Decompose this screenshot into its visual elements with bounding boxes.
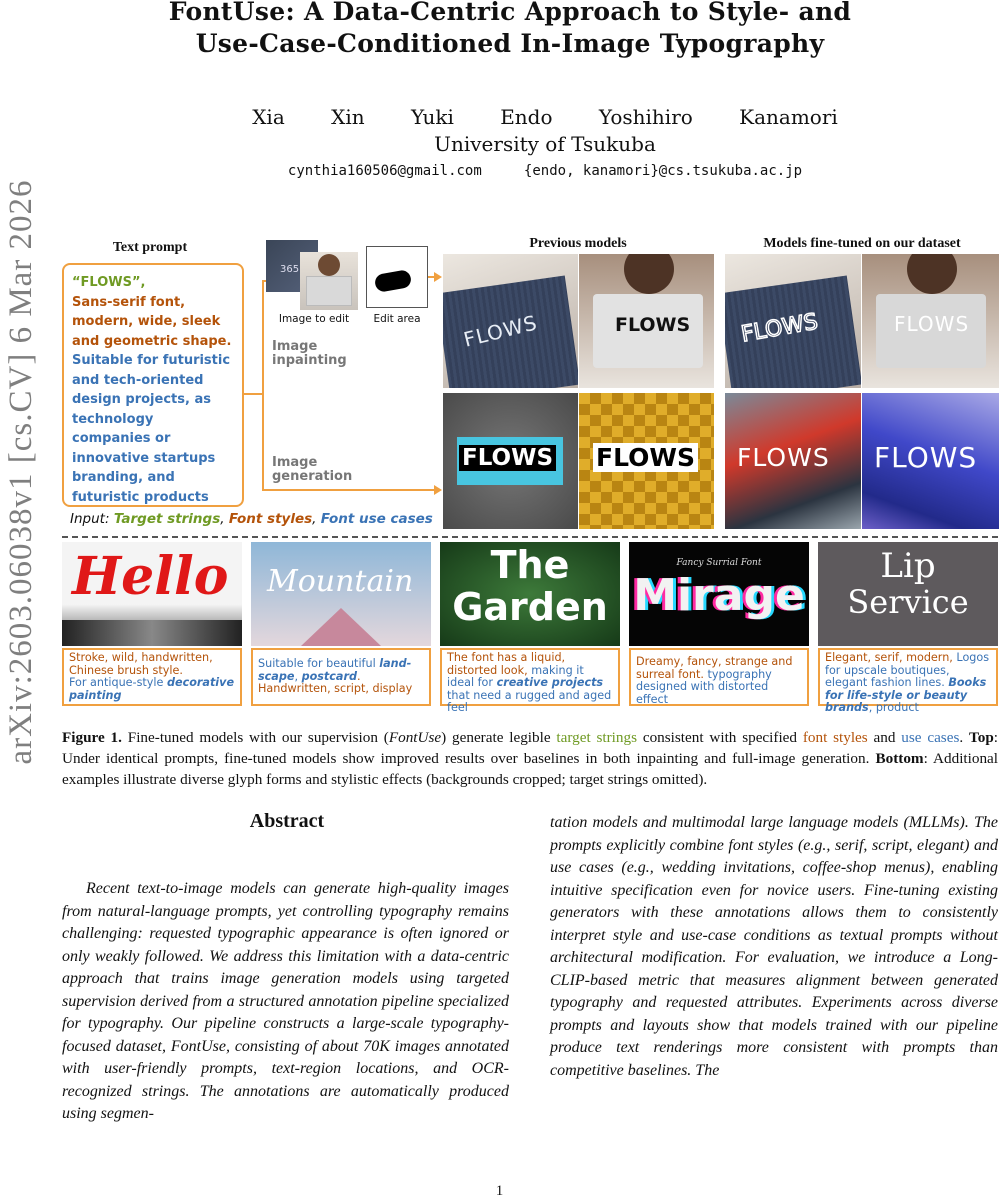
connector-line xyxy=(262,280,264,490)
arrowhead-icon xyxy=(434,485,442,495)
caption-use xyxy=(69,677,235,702)
arxiv-identifier: arXiv:2603.06038v1 [cs.CV] 6 Mar 2026 xyxy=(3,179,39,765)
caption-use-b: creative projects xyxy=(496,676,604,689)
example-word-lip-service xyxy=(818,544,998,624)
figure-separator xyxy=(62,536,998,538)
caption-target-strings: target strings xyxy=(556,729,638,746)
prompt-use-case: Suitable for futuristic and tech-oriented design projects, as technology companies or innovative startups branding, and futuristic products xyxy=(72,353,231,505)
arrowhead-icon xyxy=(434,272,442,282)
prompt-target-string: “FLOWS”, xyxy=(72,275,146,290)
caption-use-c: that need a rugged and aged feel xyxy=(447,688,612,714)
title-line-1: FontUse: A Data-Centric Approach to Style- and xyxy=(168,0,852,26)
caption-text: and xyxy=(867,729,902,746)
caption-use-a: Suitable for beautiful xyxy=(258,657,380,670)
caption-text: . xyxy=(959,729,969,746)
caption-use-b: decorative painting xyxy=(69,676,235,702)
person-head xyxy=(907,254,957,294)
caption-use-b: Books for life-style or beauty brands xyxy=(825,676,987,714)
caption-font-styles: font styles xyxy=(802,729,868,746)
caption-text: ) generate legible xyxy=(441,729,557,746)
abstract-column-2: tation models and multimodal large language models (MLLMs). The prompts explicitly combine font styles (e.g., serif, script, elegant) and use cases (e.g., wedding invitations, coffee-shop menus), enabling intuitive specification even for novice users. Fine-tuning existing generators with these annotations allows them to consistently interpret style and use-case conditions as textual prompts without architectural modification. For evaluation, we introduce a Long-CLIP-based metric that measures alignment between generated typography and requested attributes. Experiments across diverse prompts and layouts show that models trained with our pipeline produce text renderings more consistent with prompts than competitive baselines. The xyxy=(550,814,998,1079)
emails: cynthia160506@gmail.com {endo, kanamori}@cs.tsukuba.ac.jp xyxy=(287,163,803,179)
text-prompt-box xyxy=(62,263,244,507)
tile-word: FLOWS xyxy=(894,312,970,336)
garden-line-2: Garden xyxy=(452,585,608,629)
title-line-2: Use-Case-Conditioned In-Image Typography xyxy=(195,29,825,58)
paper-title xyxy=(120,0,900,60)
previous-inpainting-result-2 xyxy=(579,254,714,388)
example-image-lip-service xyxy=(818,542,998,646)
caption-use-c: , xyxy=(294,669,302,683)
authors: Xia Xin Yuki Endo Yoshihiro Kanamori xyxy=(252,105,838,129)
finetuned-generation-result-2 xyxy=(862,393,999,529)
affiliation: University of Tsukuba xyxy=(434,132,656,156)
caption-style: . Handwritten, script, display xyxy=(258,669,413,695)
caption-use-cases: use cases xyxy=(901,729,960,746)
connector-line xyxy=(244,393,262,395)
caption-text: Fine-tuned models with our supervision ( xyxy=(121,729,389,746)
caption-style: Stroke, wild, handwritten, Chinese brush style. xyxy=(69,651,213,677)
figure-label: Figure 1. xyxy=(62,729,122,746)
caption-use-b: land-scape xyxy=(258,657,412,683)
mirage-subtitle: Fancy Surrial Font xyxy=(676,558,762,568)
prompt-font-style: Sans-serif font, modern, wide, sleek and geometric shape. xyxy=(72,294,232,349)
legend-sep-2: , xyxy=(312,511,317,527)
mask-region xyxy=(374,269,413,293)
caption-text: : Under identical prompts, fine-tuned models show improved results over baselines in both inpainting and full-image generation. xyxy=(62,729,998,767)
lip-line: Lip xyxy=(880,546,936,586)
previous-generation-result-1 xyxy=(443,393,578,529)
edit-area-mask xyxy=(366,246,428,308)
caption-use: typography designed with distorted effect xyxy=(636,667,772,706)
tile-word: FLOWS xyxy=(874,441,978,474)
finetuned-inpainting-result-1 xyxy=(725,254,861,388)
garden-line-1: The xyxy=(490,543,570,587)
example-caption-mountain xyxy=(251,648,431,706)
figure-caption xyxy=(62,727,998,790)
previous-models-label: Previous models xyxy=(529,236,627,251)
legend-use: Font use cases xyxy=(320,511,433,527)
example-caption-garden xyxy=(440,648,620,714)
mountain-shape xyxy=(62,620,242,646)
example-caption-hello xyxy=(62,648,242,706)
caption-use-c: , product xyxy=(868,701,919,714)
image-inpainting-label: Image inpainting xyxy=(272,339,347,368)
example-image-garden xyxy=(440,542,620,646)
example-word-mountain: Mountain xyxy=(267,564,414,599)
tile-word: FLOWS xyxy=(459,445,556,471)
caption-style: The font has a liquid, distorted look, xyxy=(447,651,566,677)
caption-use-a: Logos for upscale boutiques, elegant fashion lines. xyxy=(825,651,990,689)
legend-target: Target strings xyxy=(113,511,221,527)
example-caption-mirage xyxy=(629,648,809,706)
finetuned-models-label: Models fine-tuned on our dataset xyxy=(763,236,961,251)
input-legend xyxy=(70,511,433,527)
caption-text: consistent with specified xyxy=(637,729,803,746)
caption-style: Elegant, serif, modern, xyxy=(825,651,957,664)
tile-word: FLOWS xyxy=(739,309,820,348)
example-image-hello xyxy=(62,542,242,646)
legend-style: Font styles xyxy=(228,511,313,527)
laptop-number: 365 xyxy=(280,264,300,275)
tile-word: FLOWS xyxy=(461,310,540,352)
caption-fontuse: FontUse xyxy=(388,729,442,746)
image-to-edit-thumb xyxy=(300,252,358,310)
example-word-garden xyxy=(440,544,620,628)
text-prompt-label: Text prompt xyxy=(112,240,188,255)
edit-area-label: Edit area xyxy=(373,313,421,325)
legend-sep-1: , xyxy=(220,511,225,527)
person-head xyxy=(318,254,340,276)
example-image-mirage xyxy=(629,542,809,646)
image-to-edit-label: Image to edit xyxy=(278,313,350,325)
finetuned-generation-result-1 xyxy=(725,393,861,529)
example-word-hello: Hello xyxy=(72,546,229,607)
generation-arrow-line xyxy=(262,489,438,491)
abstract-heading: Abstract xyxy=(249,810,325,832)
example-word-mirage: Mirage xyxy=(633,570,805,621)
caption-text: : Additional examples illustrate diverse glyph forms and stylistic effects (backgrounds cropped; target strings omitted). xyxy=(62,750,999,788)
service-line: Service xyxy=(847,583,969,621)
previous-inpainting-result-1 xyxy=(443,254,578,388)
image-generation-label: Image generation xyxy=(272,455,353,484)
example-image-mountain xyxy=(251,542,431,646)
tile-word: FLOWS xyxy=(593,443,698,472)
mountain-shape xyxy=(301,608,381,646)
person-head xyxy=(624,254,674,294)
legend-prefix: Input: xyxy=(70,511,110,527)
caption-bottom: Bottom xyxy=(875,750,924,767)
caption-use-a: making it ideal for xyxy=(447,663,584,689)
caption-use-a: For antique-style xyxy=(69,676,167,689)
caption-use-d: postcard xyxy=(301,669,357,683)
example-caption-lip-service xyxy=(818,648,998,714)
previous-generation-result-2 xyxy=(579,393,714,529)
abstract-column-1: Recent text-to-image models can generate high-quality images from natural-language prompts, yet controlling typography remains challenging: requested typographic appearance is often ignored or only weakly followed. We address this limitation with a data-centric approach that trains image generation models using targeted supervision derived from a structured annotation pipeline specialized for typography. Our pipeline constructs a large-scale typography-focused dataset, FontUse, consisting of about 70K images annotated with user-friendly prompts, text-region locations, and OCR-recognized strings. The annotations are automatically produced using segmen- xyxy=(62,880,509,1122)
finetuned-inpainting-result-2 xyxy=(862,254,999,388)
tile-word: FLOWS xyxy=(737,443,830,472)
tile-word: FLOWS xyxy=(615,314,691,336)
caption-style: Dreamy, fancy, strange and surreal font. xyxy=(636,655,793,681)
page-number: 1 xyxy=(495,1183,504,1199)
caption-top: Top xyxy=(968,729,994,746)
laptop-shape xyxy=(306,276,352,306)
